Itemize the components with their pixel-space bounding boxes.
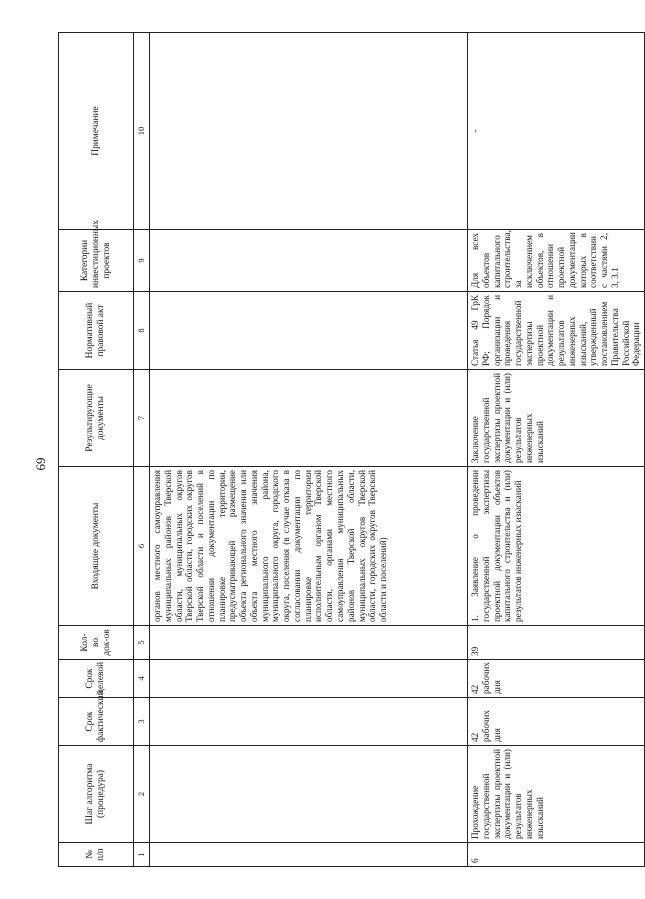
row-6-num: 6 <box>468 843 645 867</box>
header-actual-term: Срок фактический <box>59 698 134 746</box>
column-number: 9 <box>134 230 150 292</box>
row-6-note-text: - <box>470 129 480 133</box>
row-6-target-term: 42 рабочих дня <box>468 660 645 698</box>
table-cell <box>150 698 468 746</box>
column-number: 4 <box>134 660 150 698</box>
column-number: 2 <box>134 746 150 843</box>
table-cell <box>150 33 468 230</box>
table-cell <box>150 292 468 370</box>
header-doc-count: Кол-во док-ов <box>59 626 134 660</box>
row-6-legal-act: Статья 49 ГрК РФ; Порядок организации и проведения государственной экспертизы проектной документации и результатов инженерных изысканий, утвержденный постановлением Правительства Российской Федерации <box>468 292 645 370</box>
table-row-step-6 <box>468 33 645 867</box>
header-categories: Категории инвестиционных проектов <box>59 230 134 292</box>
column-number: 3 <box>134 698 150 746</box>
table-cell <box>150 230 468 292</box>
column-number: 1 <box>134 843 150 867</box>
table-cell <box>150 746 468 843</box>
header-legal-act: Нормативный правовой акт <box>59 292 134 370</box>
header-incoming-docs: Входящие документы <box>59 467 134 626</box>
procedure-table <box>58 32 645 867</box>
rotated-table-sheet <box>58 33 644 867</box>
header-step: Шаг алгоритма (процедура) <box>59 746 134 843</box>
column-number: 8 <box>134 292 150 370</box>
column-number: 7 <box>134 370 150 467</box>
table-cell <box>150 370 468 467</box>
row-6-step: Прохождение государственной экспертизы проектной документации и (или) результатов инженерных изысканий <box>468 746 645 843</box>
row-6-doc-count: 39 <box>468 626 645 660</box>
header-target-term: Срок целевой <box>59 660 134 698</box>
row-6-incoming-docs: 1. Заявление о проведении государственной экспертизы проектной документации объектов капитального строительства и (или) результатов инженерных изысканий <box>468 467 645 626</box>
header-row <box>59 33 134 867</box>
column-number-row <box>134 33 150 867</box>
incoming-docs-continuation: органов местного самоуправления муниципальных районов Тверской области, муниципальных округов Тверской области, городских округов Тверской области и поселений в отношении документации по планировке территории, предусматривающей размещение объекта регионального значения или объекта местного значения муниципального района, муниципального округа, городского округа, поселения (в случае отказа в согласовании документации по планировке территории исполнительным органом Тверской области, органами местного самоуправления муниципальных районов Тверской области, муниципальных округов Тверской области, городских округов Тверской области и поселений) <box>150 467 468 626</box>
row-6-actual-term: 42 рабочих дня <box>468 698 645 746</box>
header-note: Примечание <box>59 33 134 230</box>
header-num: № п/п <box>59 843 134 867</box>
column-number: 5 <box>134 626 150 660</box>
row-6-categories: Для всех объектов капитального строительства, за исключением объектов, в отношении проектной документации которых в соответствии с частями 2, 3, 3.1 <box>468 230 645 292</box>
row-6-note <box>468 33 645 230</box>
column-number: 10 <box>134 33 150 230</box>
table-cell <box>150 843 468 867</box>
row-6-result-docs: Заключение государственной экспертизы проектной документации и (или) результатов инженерных изысканий <box>468 370 645 467</box>
column-number: 6 <box>134 467 150 626</box>
page-number: 69 <box>33 457 48 471</box>
table-row-continuation <box>150 33 468 867</box>
header-result-docs: Результирующие документы <box>59 370 134 467</box>
table-cell <box>150 660 468 698</box>
table-cell <box>150 626 468 660</box>
